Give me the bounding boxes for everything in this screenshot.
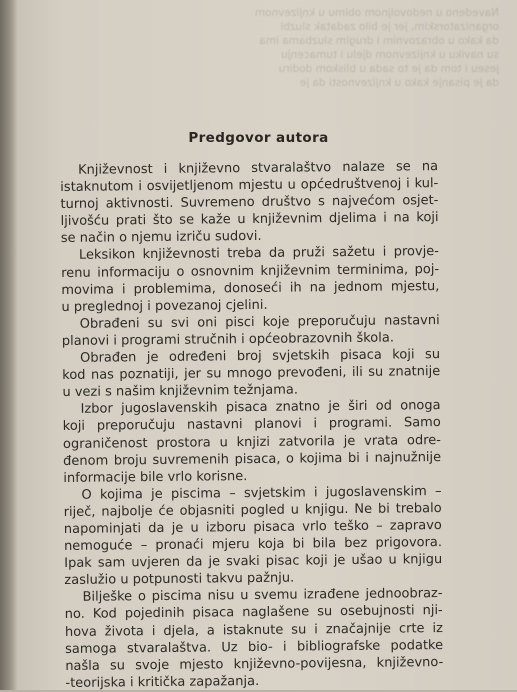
text-line: u vezi s našim književnim težnjama. — [62, 382, 299, 401]
text-line: napominjati da je u izboru pisaca vrlo teško – zapravo — [63, 517, 442, 537]
text-line: renu informaciju o osnovnim književnim terminima, poj- — [61, 261, 440, 281]
text-line: movima i problemima, donoseći ih na jednom mjestu, — [61, 278, 440, 298]
bleed-line: da je pisanje kako u knjizevnosti da je — [299, 77, 499, 89]
text-line: samoga stvaralaštva. Uz bio- i bibliografske podatke — [65, 637, 444, 657]
text-line: Obrađen je određeni broj svjetskih pisaca koji su — [79, 347, 441, 366]
bleed-line: da kako u obrazovnim i drugim sluzbama ima — [259, 35, 499, 47]
text-line: istaknutom i osvijetljenom mjestu u općedruštvenoj i kul- — [60, 176, 439, 196]
paragraph — [60, 158, 439, 247]
text-line: -teorijska i kritička zapažanja. — [65, 673, 260, 691]
page-title: Predgovor autora — [188, 130, 329, 146]
text-line: Bilješke o piscima nisu u svemu izrađene jednoobraz- — [82, 586, 443, 606]
text-line: koji preporučuju nastavni planovi i programi. Samo — [62, 415, 441, 435]
text-line: ljivošću prati što se kaže u književnim djelima i na koji — [60, 210, 439, 230]
text-line: no. Kod pojedinih pisaca naglašene su osebujnosti nji- — [64, 603, 443, 623]
text-line: Leksikon književnosti treba da pruži sažetu i provje- — [78, 244, 440, 264]
text-line: O kojima je piscima – svjetskim i jugoslavenskim – — [81, 483, 442, 503]
text-line: riječ, najbolje će objasniti pogled u knjigu. Ne bi trebalo — [63, 500, 442, 520]
text-line: hova života i djela, a istaknute su i značajnije crte iz — [64, 620, 443, 640]
text-line: đenom broju suvremenih pisaca, o kojima bi i najnužnije — [63, 449, 442, 469]
paragraph — [62, 346, 441, 401]
text-line: našla su svoje mjesto književno-povijesna, književno- — [65, 654, 444, 674]
text-line: se način o njemu izriču sudovi. — [60, 229, 262, 247]
text-line: Književnost i književno stvaralaštvo nalaze se na — [78, 159, 439, 178]
page-gutter-shadow — [0, 0, 18, 690]
text-line: planovi i programi stručnih i općeobrazovnih škola. — [61, 330, 395, 349]
text-line: Obrađeni su svi oni pisci koje preporučuju nastavni — [79, 312, 440, 332]
text-line: u preglednoj i povezanoj cjelini. — [61, 297, 268, 315]
text-line: turnoj aktivnosti. Suvremeno društvo s najvećom osjet- — [60, 193, 439, 213]
body-text — [60, 158, 444, 692]
paragraph — [63, 483, 442, 590]
bleed-line: Navedeno u nedovoljnom obimu u knjizevnom — [254, 7, 499, 19]
bleed-line: jeseu i tom da je to sada u bliskom dodiru — [278, 63, 499, 75]
paragraph — [63, 397, 442, 486]
bleed-line: su naviku u knjizevnom djelu i tumacenju — [281, 49, 499, 61]
text-line: nemoguće – pronaći mjeru koja bi bila bez prigovora. — [63, 535, 443, 555]
paragraph — [61, 244, 440, 316]
paragraph — [64, 585, 443, 692]
bleed-through-text — [254, 6, 499, 90]
text-line: Ipak sam uvjeren da je svaki pisac koji je ušao u knjigu — [64, 552, 443, 572]
text-line: Izbor jugoslavenskih pisaca znatno je širi od onoga — [80, 398, 441, 418]
paragraph — [62, 312, 440, 350]
text-line: kod nas poznatiji, jer su mnogo prevođeni, ili su znatnije — [62, 364, 441, 384]
text-line: informacije bile vrlo korisne. — [63, 468, 248, 486]
text-line: ograničenost prostora u knjizi zatvorila je vrata odre- — [62, 432, 442, 452]
text-line: zaslužio u potpunosti takvu pažnju. — [64, 570, 295, 589]
bleed-line: organizatorskim, jer je bilo zadatak sluzbi — [280, 21, 499, 33]
